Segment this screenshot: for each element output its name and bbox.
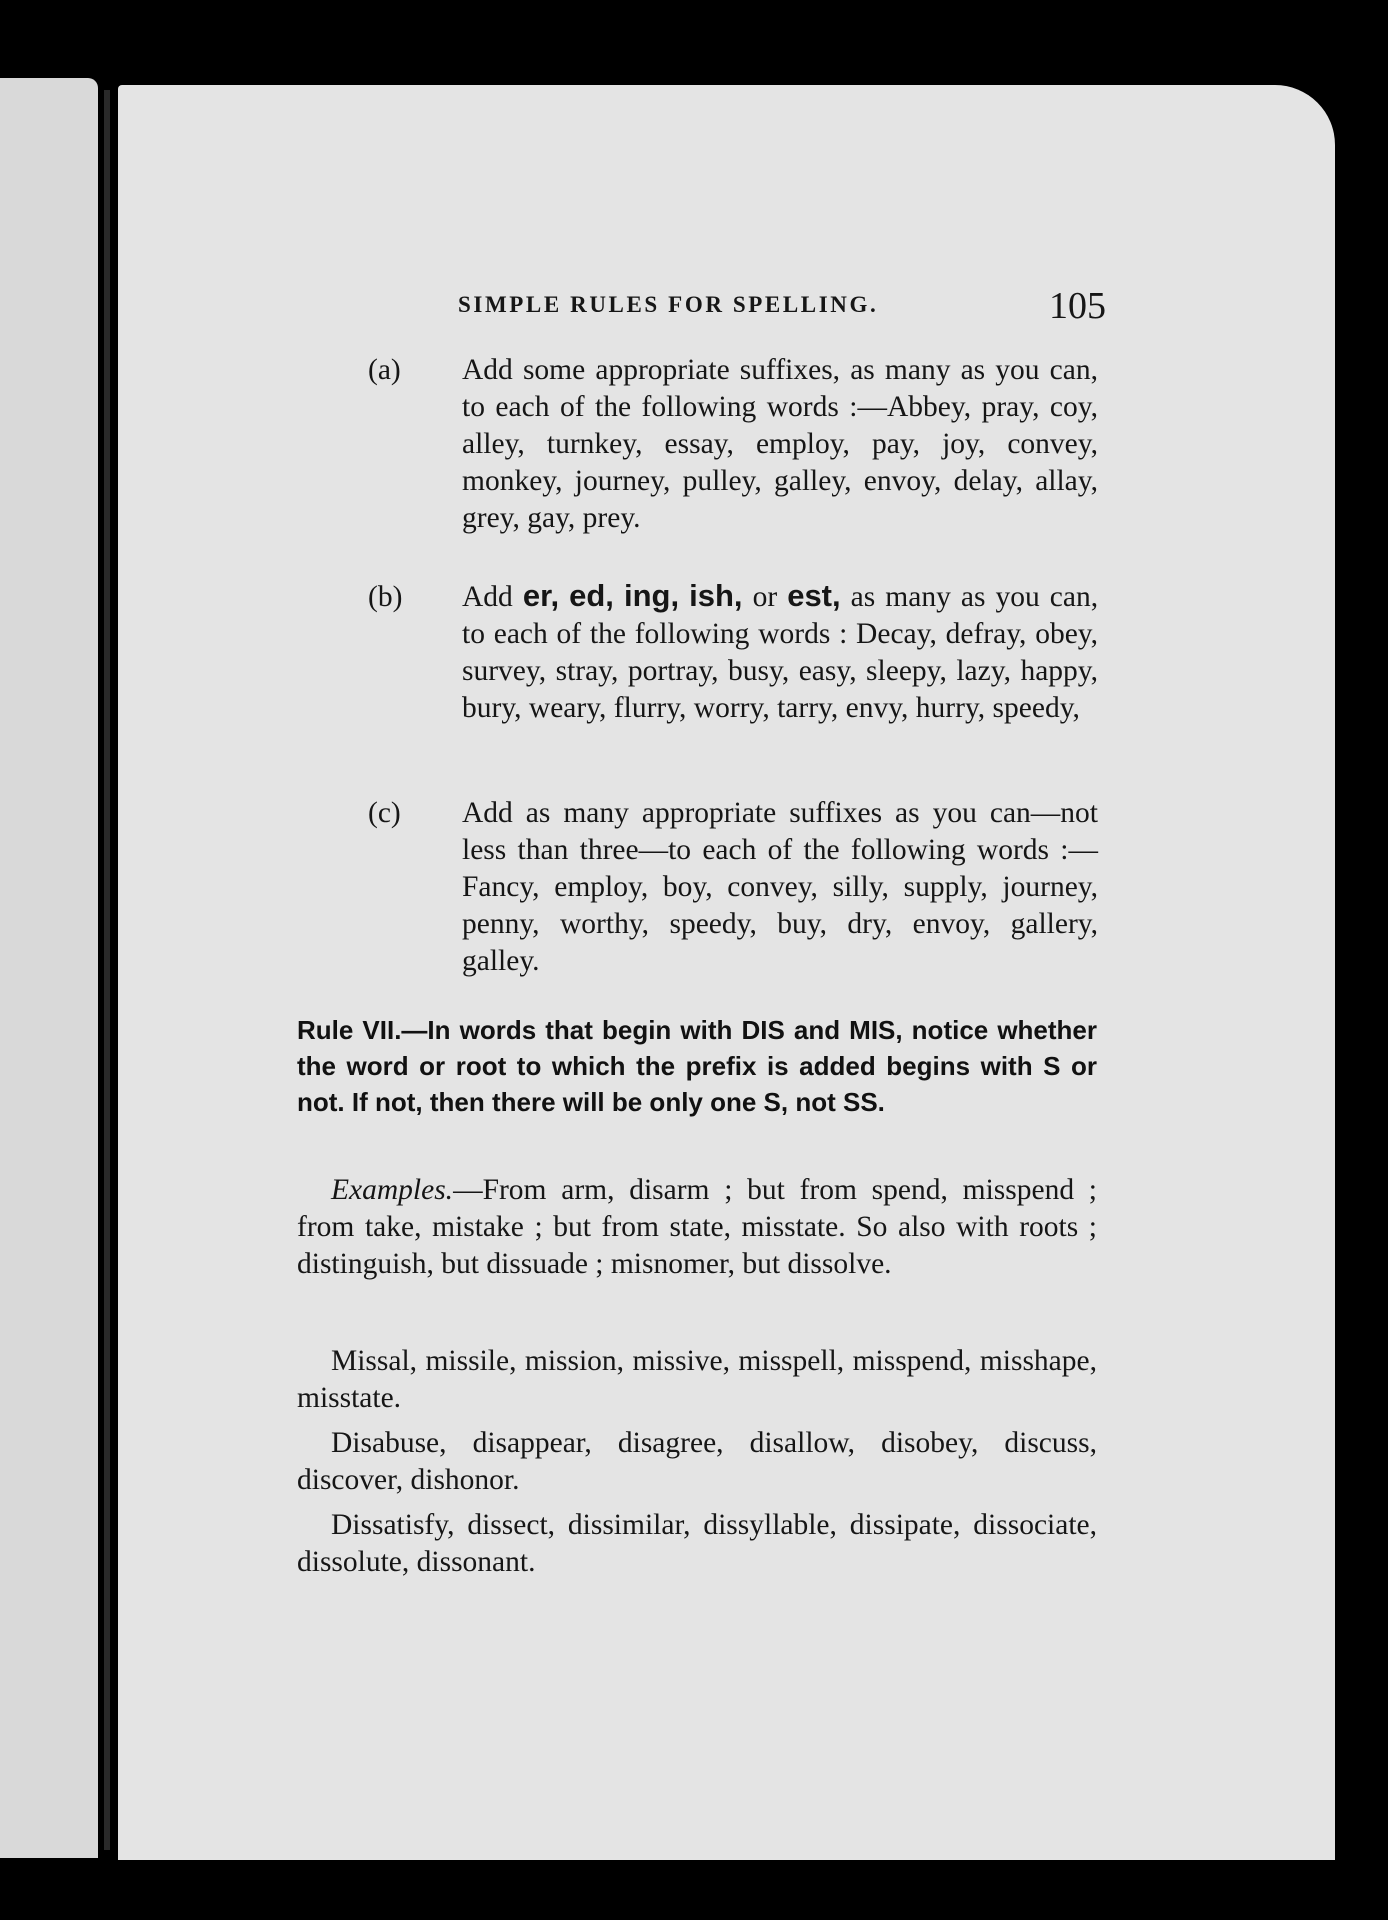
exercise-c-label: (c) <box>368 797 401 829</box>
exercise-c-text: Add as many appropriate suffixes as you can—not less than three—to each of the following words :—Fancy, employ, boy, convey, silly, supply, journey, penny, worthy, speedy, buy, dry, envoy, gallery, galley. <box>462 797 1098 977</box>
page-header <box>458 284 1106 334</box>
rule-vii: Rule VII.—In words that begin with DIS and MIS, notice whether the word or root to which the prefix is added begins with S or not. If not, then there will be only one S, not SS. <box>297 1015 1097 1117</box>
page-number: 105 <box>1049 285 1106 327</box>
exercise-b-lead: Add <box>462 581 513 613</box>
book-spine <box>104 90 110 1850</box>
word-list-diss: Dissatisfy, dissect, dissimilar, dissyllable, dissipate, dissociate, dissolute, dissonant. <box>297 1509 1097 1578</box>
word-list-mis: Missal, missile, mission, missive, misspell, misspend, misshape, misstate. <box>297 1345 1097 1414</box>
examples-text: —From arm, disarm ; but from spend, misspend ; from take, mistake ; but from state, misstate. So also with roots ; distinguish, but dissuade ; misnomer, but dissolve. <box>297 1174 1097 1280</box>
examples-label: Examples. <box>331 1174 454 1206</box>
suffix-er: er, <box>522 578 560 613</box>
suffix-conjunction: or <box>752 581 778 613</box>
exercise-b-text: as many as you can, to each of the following words : Decay, defray, obey, survey, stray, portray, busy, easy, sleepy, lazy, happy, bury, weary, flurry, worry, tarry, envy, hurry, speedy, <box>462 581 1099 724</box>
suffix-est: est, <box>787 578 841 613</box>
exercise-a <box>368 352 1098 537</box>
word-list-dis: Disabuse, disappear, disagree, disallow, disobey, discuss, discover, dishonor. <box>297 1427 1097 1496</box>
suffix-ed: ed, <box>569 578 614 613</box>
exercise-b <box>368 577 1098 727</box>
previous-page-edge <box>0 78 98 1858</box>
examples-paragraph <box>297 1172 1097 1283</box>
suffix-ish: ish, <box>689 578 743 613</box>
exercise-a-text: Add some appropriate suffixes, as many as you can, to each of the following words :—Abbey, pray, coy, alley, turnkey, essay, employ, pay, joy, convey, monkey, journey, pulley, galley, envoy, delay, allay, grey, gay, prey. <box>462 354 1098 534</box>
exercise-b-label: (b) <box>368 581 403 613</box>
exercise-c <box>368 795 1098 980</box>
exercise-a-label: (a) <box>368 354 401 386</box>
suffix-ing: ing, <box>623 578 680 613</box>
running-title: SIMPLE RULES FOR SPELLING. <box>458 292 879 317</box>
